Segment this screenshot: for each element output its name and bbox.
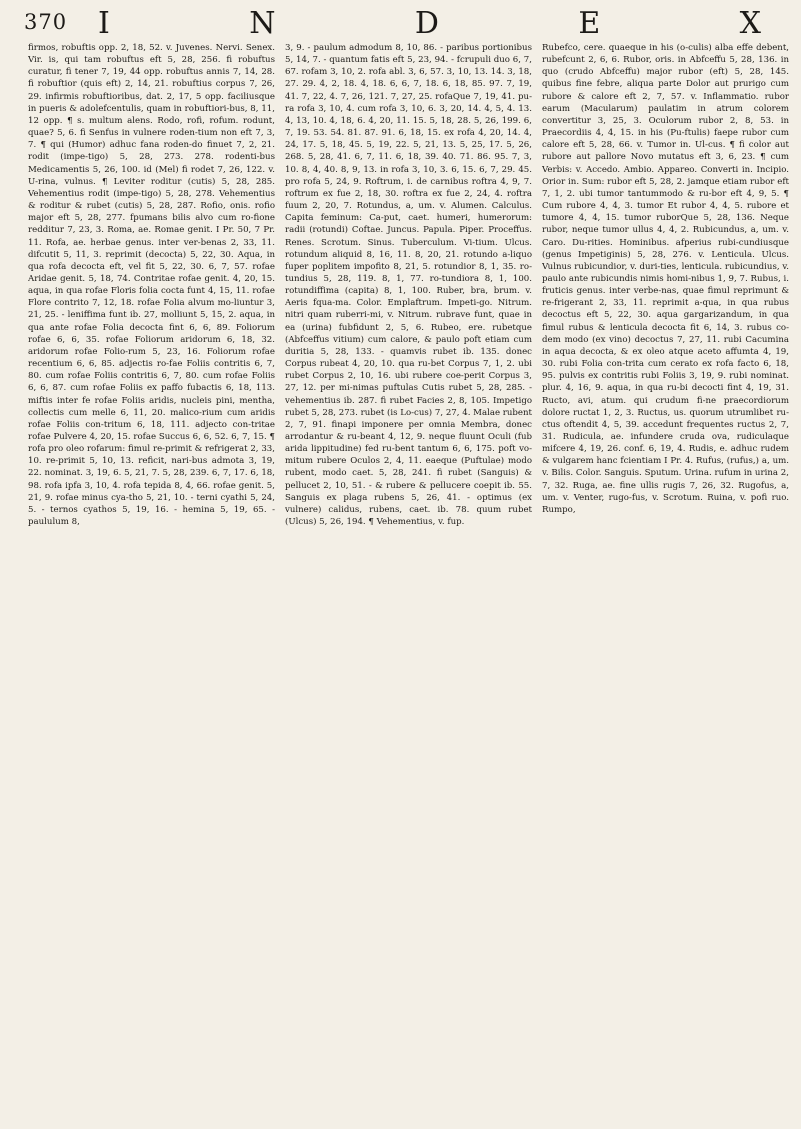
running-head-letter: X [739,6,763,41]
running-head [98,6,763,41]
index-column-text: firmos, robuftis opp. 2, 18, 52. v. Juvenes. Nervi. Senex. Vir. is, qui tam robuftus eft 5, 28, 256. fi robuftus curatur, fi tener 7, 19, 44 opp. robuftus annis 7, 14, 28. fi robuftior (quis eft) 2, 14, 21. robuftius corpus 7, 26, 29. infirmis robuftioribus, dat. 2, 17, 5 opp. faciliusque in pueris & adolefcentulis, quam in robuftiori-bus, 8, 11, 12 opp. ¶ s. multum alens. Rodo, rofi, rofum. rodunt, quae? 5, 6. fi Senfus in vulnere roden-tium non eft 7, 3, 7. ¶ qui (Humor) adhuc fana roden-do finuet 7, 2, 21. rodit (impe-tigo) 5, 28, 273. 278. rodenti-bus Medicamentis 5, 26, 100. id (Mel) fi rodet 7, 26, 122. v. U-rina, vulnus. ¶ Leviter roditur (cutis) 5, 28, 285. Vehementius rodit (impe-tigo) 5, 28, 278. Vehementius & roditur & rubet (cutis) 5, 28, 287. Rofio, onis. rofio major eft 5, 28, 277. fpumans bilis alvo cum ro-fione redditur 7, 23, 3. Roma, ae. Romae genit. I Pr. 50, 7 Pr. 11. Rofa, ae. herbae genus. inter ver-benas 2, 33, 11. difcutit 5, 11, 3. reprimit (decocta) 5, 22, 30. Aqua, in qua rofa decocta eft, vel fit 5, 22, 30. 6, 7, 57. rofae Aridae genit. 5, 18, 74. Contritae rofae genit. 4, 20, 15. aqua, in qua rofae Floris folia cocta funt 4, 15, 11. rofae Flore contrito 7, 12, 18. rofae Folia alvum mo-liuntur 3, 21, 25. - leniffima funt ib. 27, molliunt 5, 15, 2. aqua, in qua ante rofae Folia decocta fint 6, 6, 89. Foliorum rofae 6, 6, 35. rofae Foliorum aridorum 6, 18, 32. aridorum rofae Folio-rum 5, 23, 16. Foliorum rofae recentium 6, 6, 85. adjectis ro-fae Foliis contritis 6, 7, 80. cum rofae Foliis contritis 6, 7, 80. cum rofae Foliis 6, 6, 87. cum rofae Foliis ex paffo fubactis 6, 18, 113. miftis inter fe rofae Foliis aridis, nucleis pini, mentha, collectis cum melle 6, 11, 20. malico-rium cum aridis rofae Foliis con-tritum 6, 18, 111. adjecto con-tritae rofae Pulvere 4, 20, 15. rofae Succus 6, 6, 52. 6, 7, 15. ¶ rofa pro oleo rofarum: fimul re-primit & refrigerat 2, 33, 10. re-primit 5, 10, 13. reficit, nari-bus admota 3, 19, 22. nominat. 3, 19, 6. 5, 21, 7. 5, 28, 239. 6, 7, 17. 6, 18, 98. rofa ipfa 3, 10, 4. rofa tepida 8, 4, 66. rofae genit. 5, 21, 9. rofae minus cya-tho 5, 21, 10. - terni cyathi 5, 24, 5. - ternos cyathos 5, 19, 16. - hemina 5, 19, 65. - paululum 8, [28,43,275,528]
page-header [18,6,783,40]
index-column-right [542,42,789,1119]
running-head-letter: E [578,6,603,41]
index-columns [28,42,789,1119]
index-column-left [28,42,275,1119]
index-column-text: 3, 9. - paulum admodum 8, 10, 86. - paribus portionibus 5, 14, 7. - quantum fatis eft 5, 23, 94. - fcrupuli duo 6, 7, 67. rofam 3, 10, 2. rofa abl. 3, 6, 57. 3, 10, 13. 14. 3, 18, 27. 29. 4, 2, 18. 4, 18. 6, 6, 7, 18. 6, 18, 85. 97. 7, 19, 41. 7, 22, 4. 7, 26, 121. 7, 27, 25. rofaQue 7, 19, 41. pu-ra rofa 3, 10, 4. cum rofa 3, 10, 6. 3, 20, 14. 4, 5, 4. 13. 4, 13, 10. 4, 18, 6. 4, 20, 11. 15. 5, 18, 28. 5, 26, 199. 6, 7, 19. 53. 54. 81. 87. 91. 6, 18, 15. ex rofa 4, 20, 14. 4, 24, 17. 5, 18, 45. 5, 19, 22. 5, 21, 13. 5, 25, 17. 5, 26, 268. 5, 28, 41. 6, 7, 11. 6, 18, 39. 40. 71. 86. 95. 7, 3, 10. 8, 4, 40. 8, 9, 13. in rofa 3, 10, 3. 6, 15. 6, 7, 29. 45. pro rofa 5, 24, 9. Roftrum, i. de carnibus roftra 4, 9, 7. roftrum ex fue 2, 18, 30. roftra ex fue 2, 24, 4. roftra fuum 2, 20, 7. Rotundus, a, um. v. Alumen. Calculus. Capita feminum: Ca-put, caet. humeri, humerorum: radii (rotundi) Coftae. Juncus. Papula. Piper. Proceffus. Renes. Scrotum. Sinus. Tuberculum. Vi-tium. Ulcus. rotundum aliquid 8, 16, 11. 8, 20, 21. rotundo a-liquo fuper poplitem impofito 8, 21, 5. rotundior 8, 1, 35. ro-tundius 5, 28, 119. 8, 1, 77. ro-tundiora 8, 1, 100. rotundiffima (capita) 8, 1, 100. Ruber, bra, brum. v. Aeris fqua-ma. Color. Emplaftrum. Impeti-go. Nitrum. nitri quam ruberri-mi, v. Nitrum. rubrave funt, quae in ea (urina) fubfidunt 2, 5, 6. Rubeo, ere. rubetque (Abfceffus vitium) cum calore, & paulo poft etiam cum duritia 5, 28, 133. - quamvis rubet ib. 135. donec Corpus rubeat 4, 20, 10. qua ru-bet Corpus 7, 1, 2. ubi rubet Corpus 2, 10, 16. ubi rubere coe-perit Corpus 3, 27, 12. per mi-nimas puftulas Cutis rubet 5, 28, 285. - vehementius ib. 287. fi rubet Facies 2, 8, 105. Impetigo rubet 5, 28, 273. rubet (is Lo-cus) 7, 27, 4. Malae rubent 2, 7, 91. finapi imponere per omnia Membra, donec arrodantur & ru-beant 4, 12, 9. neque fluunt Oculi (fub arida lippitudine) fed ru-bent tantum 6, 6, 175. poft vo-mitum rubere Oculos 2, 4, 11. eaeque (Puftulae) modo rubent, modo caet. 5, 28, 241. fi rubet (Sanguis) & pellucet 2, 10, 51. - & rubere & pellucere coepit ib. 55. Sanguis ex plaga rubens 5, 26, 41. - optimus (ex vulnere) calidus, rubens, caet. ib. 78. quum rubet (Ulcus) 5, 26, 194. ¶ Vehementius, v. fup. [285,43,532,528]
index-column-middle [285,42,532,1119]
running-head-letter: N [249,6,278,41]
index-column-text: Rubefco, cere. quaeque in his (o-culis) alba effe debent, rubefcunt 2, 6, 6. Rubor, oris. in Abfceffu 5, 28, 136. in quo (crudo Abfceffu) major rubor (eft) 5, 28, 145. quibus fine febre, aliqua parte Dolor aut prurigo cum rubore & calore eft 2, 7, 57. v. Inflammatio. rubor earum (Macularum) paulatim in atrum colorem convertitur 3, 25, 3. Oculorum rubor 2, 8, 53. in Praecordiis 4, 4, 15. in his (Pu-ftulis) faepe rubor cum calore eft 5, 28, 66. v. Tumor in. Ul-cus. ¶ fi color aut rubore aut pallore Novo mutatus eft 3, 6, 23. ¶ cum Verbis: v. Accedo. Ambio. Appareo. Converti in. Incipio. Orior in. Sum: rubor eft 5, 28, 2. jamque etiam rubor eft 7, 1, 2. ubi tumor tantummodo & ru-bor eft 4, 9, 5. ¶ Cum rubore 4, 4, 3. tumor Et rubor 4, 4, 5. rubore et tumore 4, 4, 15. tumor ruborQue 5, 28, 136. Neque rubor, neque tumor ullus 4, 4, 2. Rubicundus, a, um. v. Caro. Du-rities. Hominibus. afperius rubi-cundiusque (genus Impetiginis) 5, 28, 276. v. Lenticula. Ulcus. Vulnus rubicundior, v. duri-ties, lenticula. rubicundius, v. paulo ante rubicundis nimis homi-nibus 1, 9, 7. Rubus, i. fruticis genus. inter verbe-nas, quae fimul reprimunt & re-frigerant 2, 33, 11. reprimit a-qua, in qua rubus decoctus eft 5, 22, 30. aqua gargarizandum, in qua fimul rubus & lenticula decocta fit 6, 14, 3. rubus co-dem modo (ex vino) decoctus 7, 27, 11. rubi Cacumina in aqua decocta, & ex oleo atque aceto affumta 4, 19, 30. rubi Folia con-trita cum cerato ex rofa facto 6, 18, 95. pulvis ex contritis rubi Foliis 3, 19, 9. rubi nominat. plur. 4, 16, 9. aqua, in qua ru-bi decocti fint 4, 19, 31. Ructo, avi, atum. qui crudum fi-ne praecordiorum dolore ructat 1, 2, 3. Ructus, us. quorum utrumlibet ru-ctus oftendit 4, 5, 39. accedunt frequentes ructus 2, 7, 31. Rudicula, ae. infundere cruda ova, rudiculaque mifcere 4, 19, 26. conf. 6, 19, 4. Rudis, e. adhuc rudem & vulgarem hanc fcientiam I Pr. 4. Rufus, (rufus,) a, um. v. Bilis. Color. Sanguis. Sputum. Urina. rufum in urina 2, 7, 32. Ruga, ae. fine ullis rugis 7, 26, 32. Rugofus, a, um. v. Venter, rugo-fus, v. Scrotum. Ruina, v. pofi ruo. Rumpo, [542,43,789,515]
page-number: 370 [24,10,68,34]
running-head-letter: D [414,6,441,41]
running-head-letter: I [98,6,112,41]
